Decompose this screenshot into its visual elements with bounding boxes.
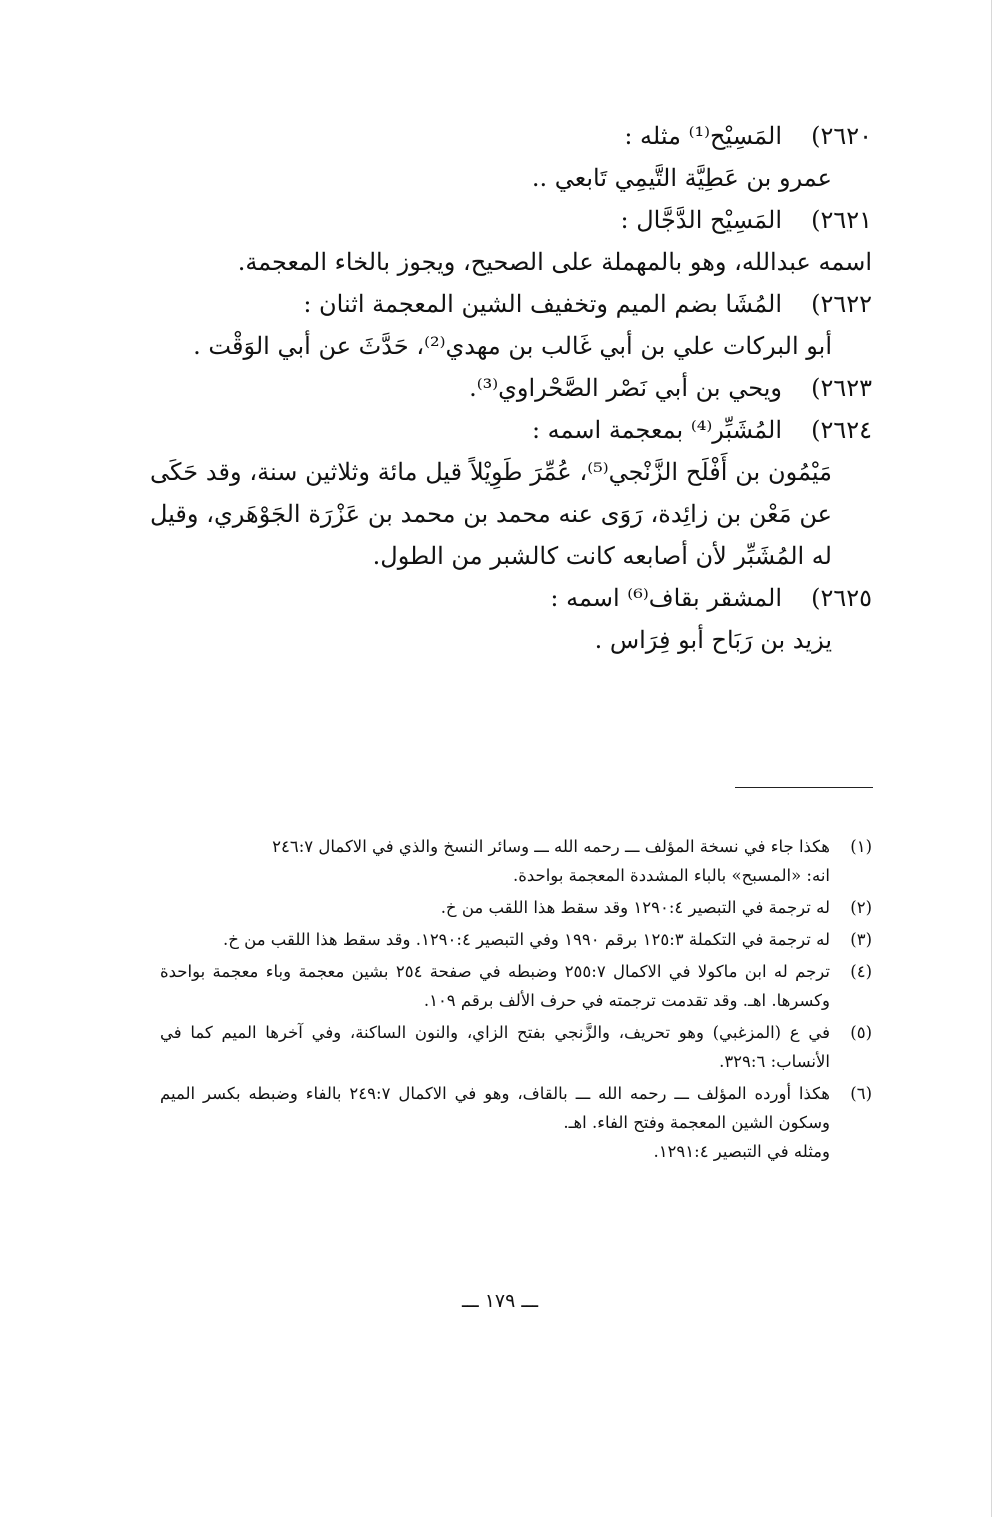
footnote-number: (٥) [850,1023,872,1042]
footnote [160,1079,872,1166]
entry [150,577,872,661]
entry-heading [150,409,872,451]
entry-title: المُشَا بضم الميم وتخفيف الشين المعجمة اثنان : [303,290,782,318]
footnote-text [160,893,830,922]
footnote-number: (٤) [850,962,872,981]
footnote-line: له ترجمة في التكملة ١٢٥:٣ برقم ١٩٩٠ وفي التبصير ١٢٩٠:٤. وقد سقط هذا اللقب من خ. [223,930,830,949]
page-edge [991,0,992,1517]
footnote-line: هكذا جاء في نسخة المؤلف ـــ رحمه الله ـــ وسائر النسخ والذي في الاكمال ٢٤٦:٧ [272,837,830,856]
entry-heading [150,283,872,325]
entry [150,199,872,283]
footnote-text [160,1018,830,1076]
footnote-number: (٢) [850,898,872,917]
page-number: ـــ ١٧٩ ـــ [461,1290,539,1312]
entry-number: ٢٦٢٥) [811,584,872,612]
footnote [160,832,872,890]
entry [150,409,872,577]
entry [150,115,872,199]
entry [150,283,872,367]
footnote-line: له ترجمة في التبصير ١٢٩٠:٤ وقد سقط هذا اللقب من خ. [440,898,830,917]
footnote-text [160,1079,830,1166]
entry-body: يزيد بن رَبَاح أبو فِرَاس . [594,626,832,654]
entry-number: ٢٦٢١) [811,206,872,234]
entry-body: أبو البركات علي بن أبي غَالب بن مهدي⁽²⁾، حَدَّثَ عن أبي الوَقْت . [193,332,832,360]
entry-body: مَيْمُون بن أَفْلَح الزَّنْجي⁽⁵⁾، عُمِّرَ طَوِيْلاً قيل مائة وثلاثين سنة، وقد حَكَى عن مَعْن بن زائِدة، رَوَى عنه محمد بن محمد بن عَزْرَة الجَوْهَري، وقيل له المُشَبِّر لأن أصابعه كانت كالشبر من الطول. [150,458,833,570]
footnote-line: هكذا أورده المؤلف ـــ رحمه الله ـــ بالقاف، وهو في الاكمال ٢٤٩:٧ بالفاء وضبطه بكسر الميم وسكون الشين المعجمة وفتح الفاء. اهـ. [160,1084,830,1132]
entries-section [150,115,872,661]
entry-body: اسمه عبدالله، وهو بالمهملة على الصحيح، ويجوز بالخاء المعجمة. [237,248,872,276]
entry-title: المشقر بقاف⁽⁶⁾ اسمه : [550,584,782,612]
entry-heading [150,199,872,241]
footnote-text [160,957,830,1015]
footnote-text [160,925,830,954]
footnote [160,925,872,954]
footnote-line: انه: «المسبح» بالباء المشددة المعجمة بواحدة. [512,866,830,885]
entry-number: ٢٦٢٠) [811,122,872,150]
entry-number: ٢٦٢٤) [811,416,872,444]
footnote-line: ومثله في التبصير ١٢٩١:٤. [653,1142,830,1161]
entry-heading [150,367,872,409]
footnote-number: (٦) [850,1084,872,1103]
footnote-text [160,832,830,890]
entry-title: المَسِيْح الدَّجَّال : [620,206,782,234]
entry-body: عمرو بن عَطِيَّة التَّيمِي تَابعي .. [531,164,832,192]
entry-title: ويحي بن أبي نَصْر الصَّحْراوي⁽³⁾. [469,374,782,402]
entry-number: ٢٦٢٢) [811,290,872,318]
footnote [160,957,872,1015]
footnote-number: (١) [850,837,872,856]
entry-heading [150,115,872,157]
footnote-separator [735,787,873,788]
footnote-line: في ع (المزغبي) وهو تحريف، والزَّنجي بفتح الزاي، والنون الساكنة، وفي آخرها الميم كما في الأنساب: ٣٢٩:٦. [160,1023,830,1071]
footnote [160,893,872,922]
entry-number: ٢٦٢٣) [811,374,872,402]
entry [150,367,872,409]
footnote [160,1018,872,1076]
entry-heading [150,577,872,619]
entry-title: المُشَبِّر⁽⁴⁾ بمعجمة اسمه : [531,416,782,444]
footnote-line: ترجم له ابن ماكولا في الاكمال ٢٥٥:٧ وضبطه في صفحة ٢٥٤ بشين معجمة وباء معجمة بواحدة وكسرها. اهـ. وقد تقدمت ترجمته في حرف الألف برقم ١٠٩. [160,962,831,1010]
footnote-number: (٣) [850,930,872,949]
footnotes-section [160,832,872,1169]
entry-title: المَسِيْح⁽¹⁾ مثله : [624,122,782,150]
